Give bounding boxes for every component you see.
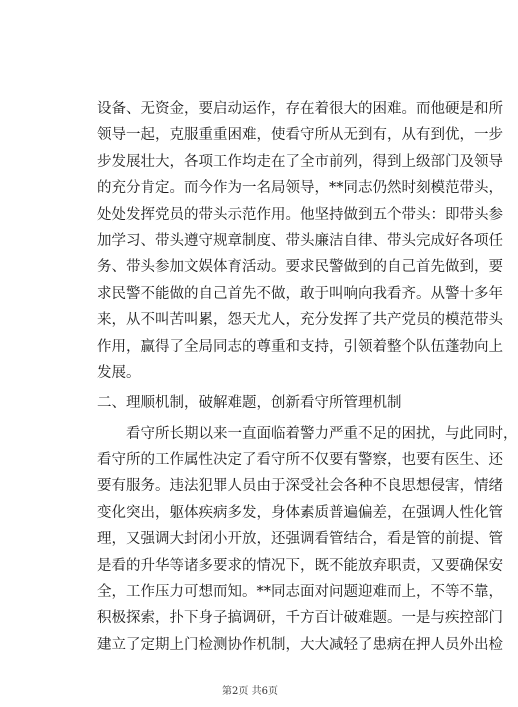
text-line: 要有服务。违法犯罪人员由于深受社会各种不良思想侵害，情绪	[97, 478, 503, 495]
document-body	[97, 96, 518, 658]
text-line: 处处发挥党员的带头示范作用。他坚持做到五个带头：即带头参	[97, 206, 503, 223]
section-heading: 二、理顺机制，破解难题，创新看守所管理机制	[97, 395, 402, 412]
text-line: 是看的升华等诸多要求的情况下，既不能放弃职责，又要确保安	[97, 557, 503, 574]
text-line: 的充分肯定。而今作为一名局领导，**同志仍然时刻模范带头，	[97, 180, 503, 197]
text-line: 步发展壮大，各项工作均走在了全市前列，得到上级部门及领导	[97, 153, 503, 170]
text-line: 看守所长期以来一直面临着警力严重不足的困扰，与此同时，	[126, 425, 518, 442]
text-line: 看守所的工作属性决定了看守所不仅要有警察，也要有医生、还	[97, 452, 503, 469]
text-line: 加学习、带头遵守规章制度、带头廉洁自律、带头完成好各项任	[97, 232, 503, 249]
text-line: 务、带头参加文娱体育活动。要求民警做到的自己首先做到，要	[97, 259, 503, 276]
text-line: 积极探索，扑下身子搞调研，千方百计破难题。一是与疾控部门	[97, 610, 503, 627]
text-line: 作用，赢得了全局同志的尊重和支持，引领着整个队伍蓬勃向上	[97, 338, 503, 355]
text-line: 变化突出，躯体疾病多发，身体素质普遍偏差，在强调人性化管	[97, 504, 503, 521]
text-line: 领导一起，克服重重困难，使看守所从无到有，从有到优，一步	[97, 127, 503, 144]
text-line: 发展。	[97, 364, 141, 381]
text-line: 理，又强调大封闭小开放，还强调看管结合，看是管的前提、管	[97, 531, 503, 548]
text-line: 全，工作压力可想而知。**同志面对问题迎难而上，不等不靠，	[97, 584, 503, 601]
text-line: 来，从不叫苦叫累，怨天尤人，充分发挥了共产党员的模范带头	[97, 312, 503, 329]
page-number-footer: 第2页 共6页	[222, 686, 278, 697]
text-line: 设备、无资金，要启动运作，存在着很大的困难。而他硬是和所	[97, 101, 503, 117]
text-line: 求民警不能做的自己首先不做，敢于叫响向我看齐。从警十多年	[97, 285, 503, 302]
text-line: 建立了定期上门检测协作机制，大大减轻了患病在押人员外出检	[97, 636, 503, 653]
